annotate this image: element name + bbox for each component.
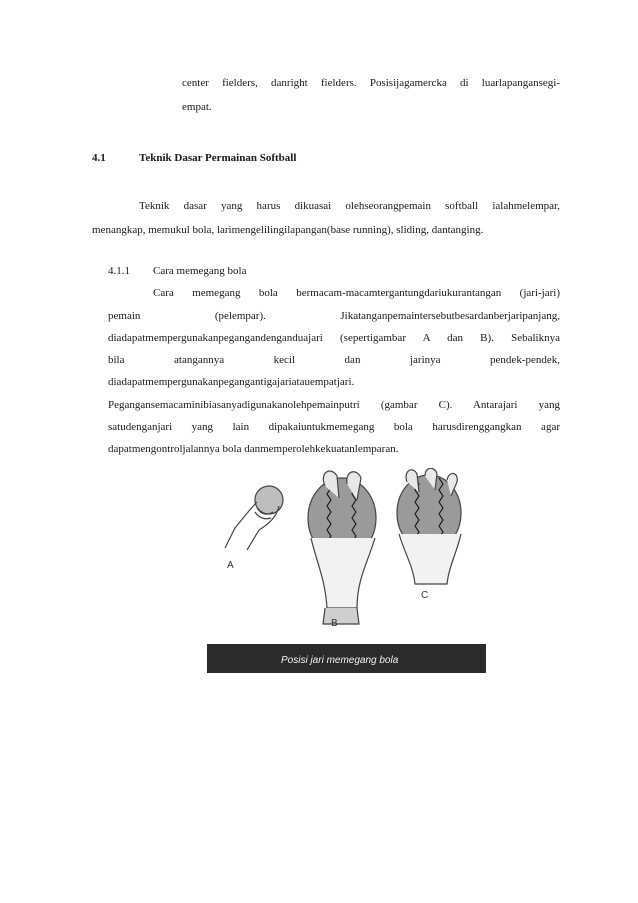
grip-c-illustration (397, 468, 461, 584)
subsection-line-6: Pegangansemacaminibiasanyadigunakanolehpemainputri (gambar C). Antarajari yang (108, 399, 560, 411)
figure-label-b: B (331, 618, 338, 629)
subsection-line-4: bila atangannya kecil dan jarinya pendek-pendek, (108, 354, 560, 366)
intro-line-2: empat. (182, 101, 212, 113)
section-number: 4.1 (92, 152, 106, 164)
figure-label-c: C (421, 590, 429, 601)
ball-grip-figure (207, 468, 486, 673)
subsection-line-7: satudenganjari yang lain dipakaiuntukmemegang bola harusdirenggangkan agar (108, 421, 560, 433)
figure-label-a: A (227, 560, 234, 571)
subsection-line-5: diadapatmempergunakanpegangantigajariatauempatjari. (108, 376, 355, 388)
section-paragraph-line-2: menangkap, memukul bola, larimengelilingilapangan(base running), sliding, dantanging. (92, 224, 484, 236)
section-title: Teknik Dasar Permainan Softball (139, 152, 297, 164)
grip-b-illustration (308, 471, 376, 624)
subsection-line-3: diadapatmempergunakanpegangandenganduajari (sepertigambar A dan B). Sebaliknya (108, 332, 560, 344)
subsection-line-8: dapatmengontroljalannya bola danmemperolehkekuatanlemparan. (108, 443, 399, 455)
section-paragraph-line-1: Teknik dasar yang harus dikuasai olehseorangpemain softball ialahmelempar, (139, 200, 560, 212)
subsection-title: Cara memegang bola (153, 265, 247, 277)
subsection-line-2: pemain (pelempar). Jikatanganpemaintersebutbesardanberjaripanjang, (108, 310, 560, 322)
subsection-number: 4.1.1 (108, 265, 130, 277)
grip-a-illustration (225, 486, 283, 550)
figure-caption: Posisi jari memegang bola (281, 655, 399, 666)
subsection-line-1: Cara memegang bola bermacam-macamtergantungdariukurantangan (jari-jari) (153, 287, 560, 299)
intro-line-1: center fielders, danright fielders. Posisijagamercka di luarlapangansegi- (182, 77, 560, 89)
